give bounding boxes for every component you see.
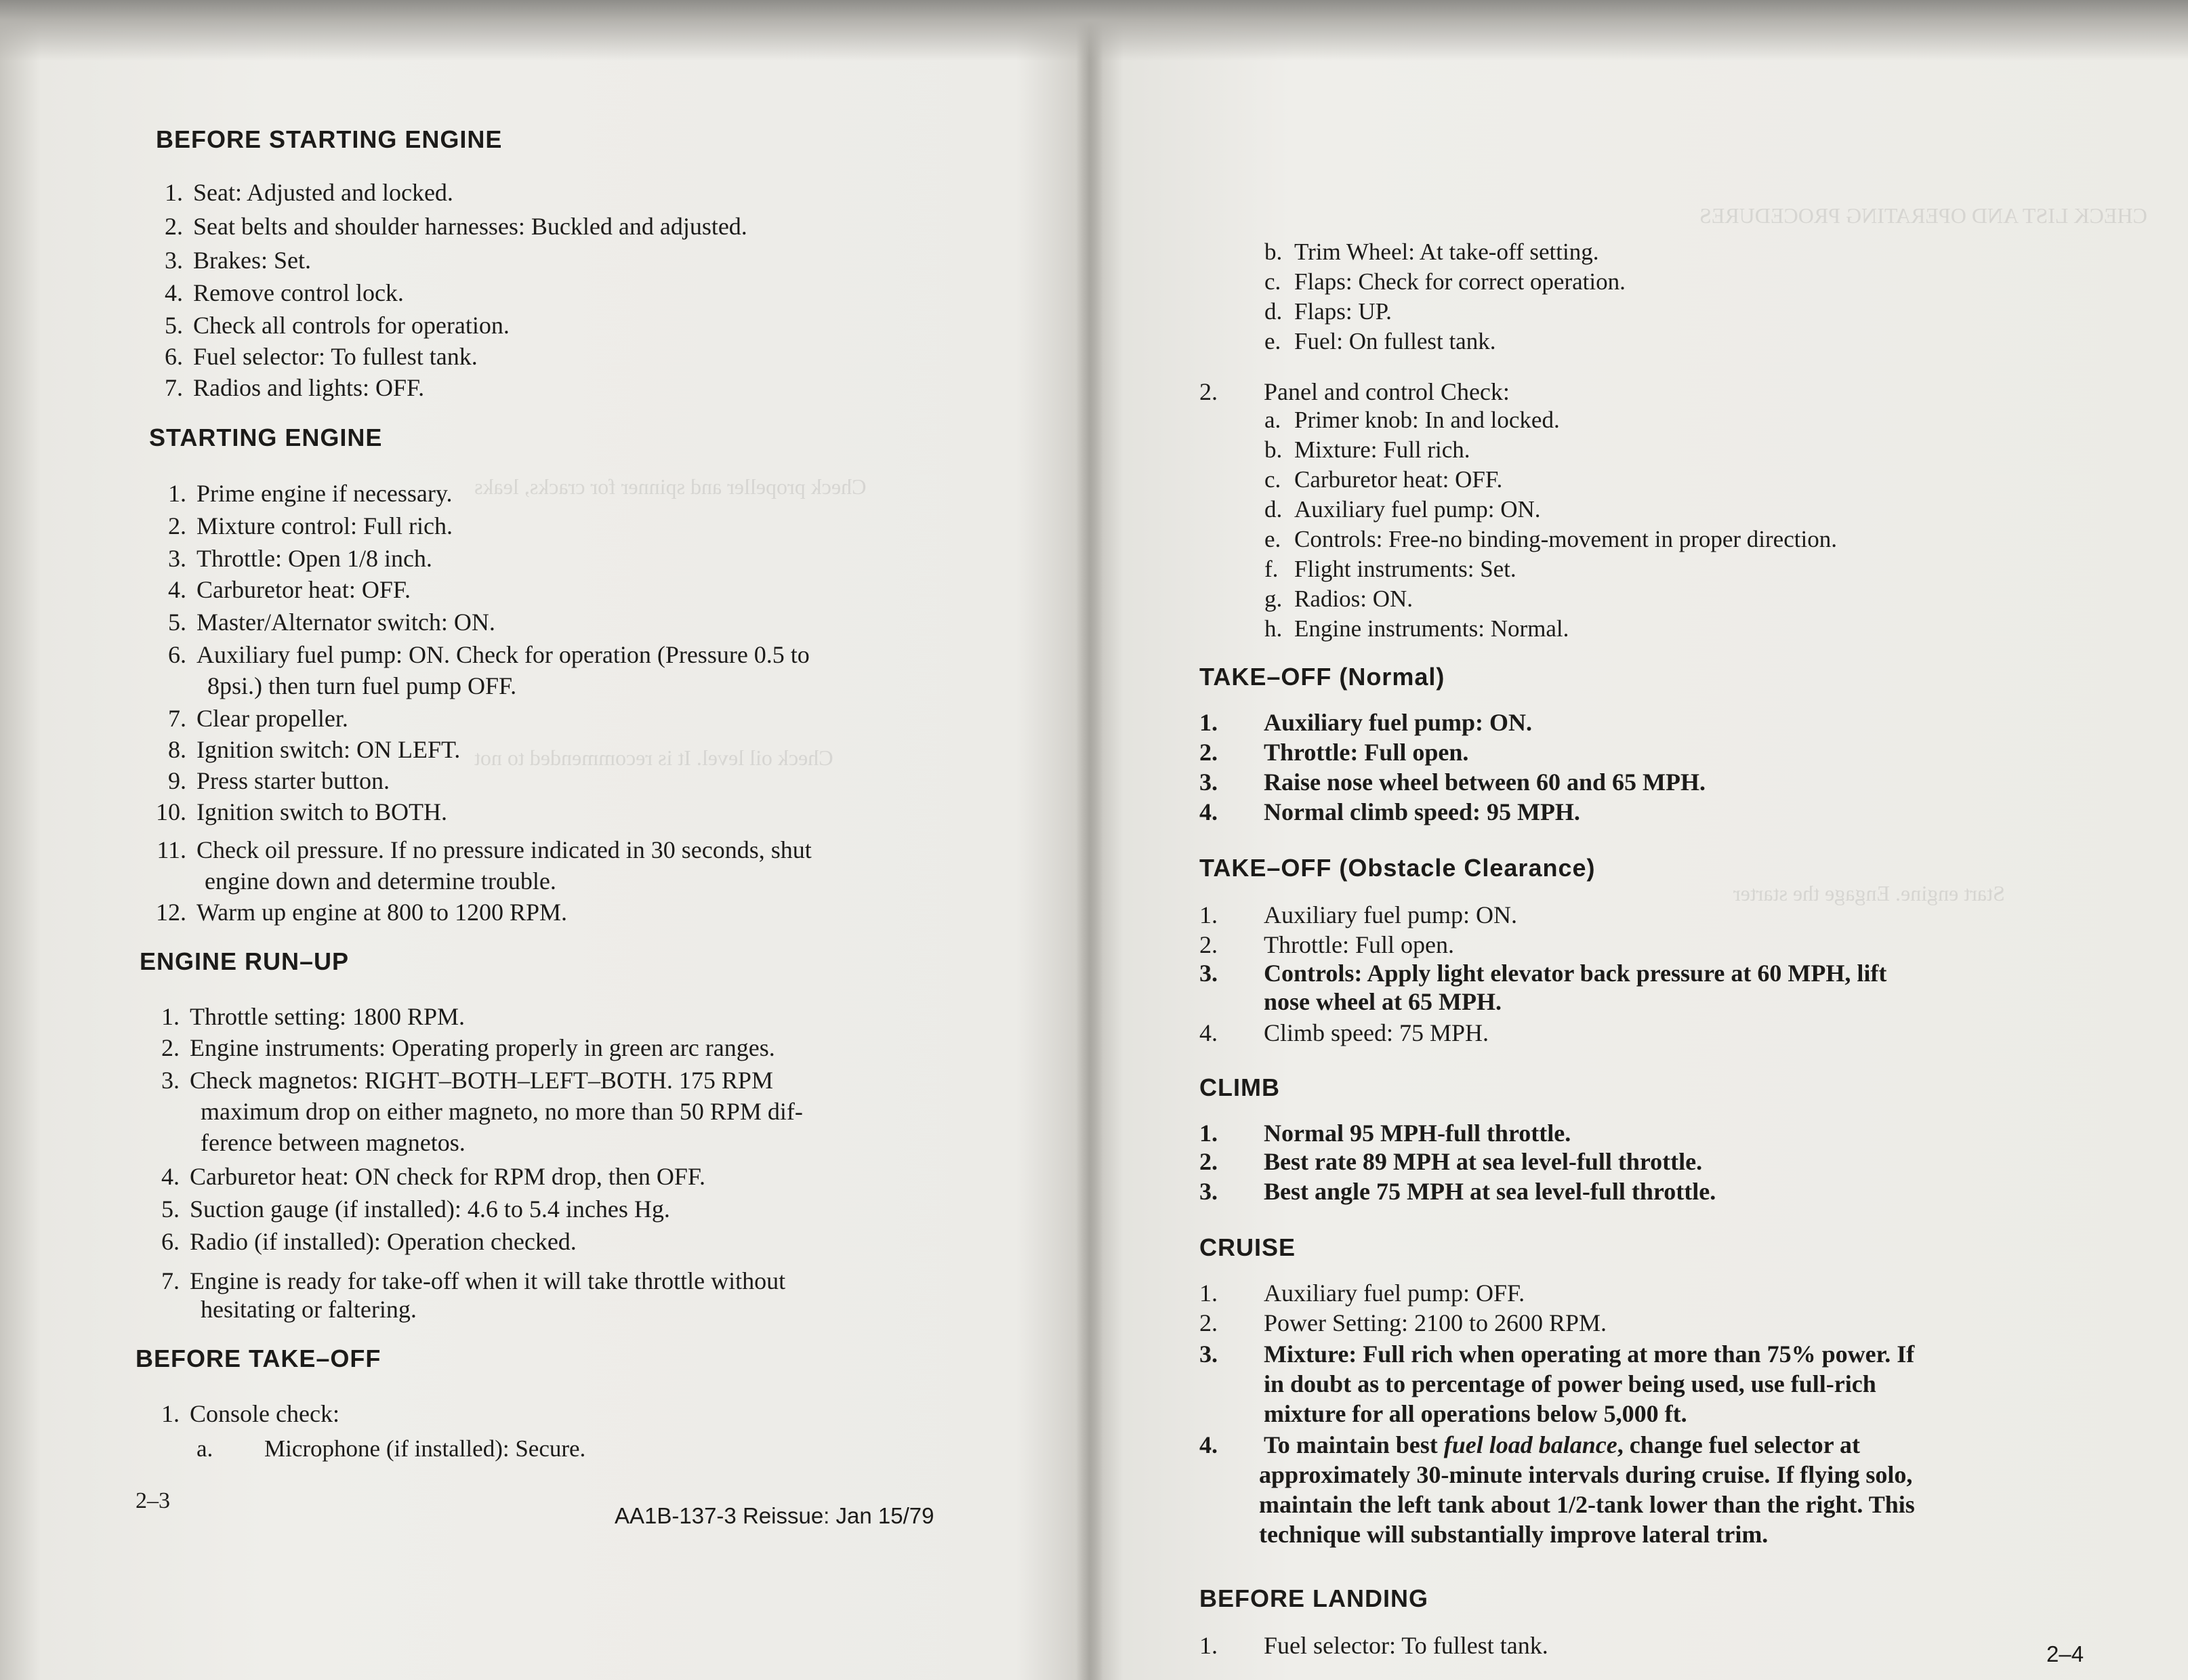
heading-before-take-off: BEFORE TAKE–OFF — [136, 1345, 381, 1372]
list-item-continuation: nose wheel at 65 MPH. — [1264, 988, 1502, 1015]
heading-take-off-normal: TAKE–OFF (Normal) — [1199, 663, 1445, 691]
sub-item: a. Primer knob: In and locked. — [1264, 407, 1560, 433]
list-item-continuation: approximately 30-minute intervals during cruise. If flying solo, — [1259, 1461, 1913, 1488]
sub-item: g. Radios: ON. — [1264, 586, 1413, 612]
list-item-continuation: mixture for all operations below 5,000 ft. — [1264, 1400, 1687, 1427]
heading-engine-run-up: ENGINE RUN–UP — [140, 947, 350, 975]
scan-shadow — [0, 0, 2188, 61]
bleed-through-text: Check oil level. It is recommended to not — [474, 745, 833, 770]
sub-item: a. Microphone (if installed): Secure. — [197, 1435, 586, 1462]
sub-item: e. Fuel: On fullest tank. — [1264, 328, 1496, 354]
list-item-continuation: engine down and determine trouble. — [205, 867, 556, 895]
bleed-through-text: Check propeller and spinner for cracks, leaks — [474, 474, 867, 499]
bleed-through-text: CHECK LIST AND OPERATING PROCEDURES — [1699, 203, 2147, 228]
page-number: 2–3 — [136, 1488, 170, 1513]
page-number: 2–4 — [2046, 1641, 2084, 1666]
list-item-continuation: in doubt as to percentage of power being used, use full-rich — [1264, 1370, 1876, 1397]
sub-item: b. Trim Wheel: At take-off setting. — [1264, 239, 1599, 265]
list-item-continuation: hesitating or faltering. — [201, 1296, 417, 1323]
right-page: CHECK LIST AND OPERATING PROCEDURES Start engine. Engage the starter b. Trim Wheel: At take-off setting. c. Flaps: Check for correct operation. d. Flaps: UP. e. Fuel: On fullest tank. 2. Panel and control Check: a. Primer knob: In and locked. b. Mixture: Full rich. c. Carburetor heat: OFF. d. Auxiliary fuel pump: ON. e. Controls: Free-no binding-movement in proper direction. f. Flight instruments: Set. g. Radios: ON. h. Engine instruments: Normal. TAKE–OFF (Normal) 1. Auxiliary fuel pump: ON. 2. Throttle: Full open. 3. Raise nose wheel between 60 and 65 MPH. 4. Normal climb speed: 95 MPH. TAKE–OFF (Obstacle Clearance) 1. Auxiliary fuel pump: ON. 2. Throttle: Full open. 3. Controls: Apply light elevator back pressure at 60 MPH, lift nose wheel at 65 MPH. 4. Climb speed: 75 MPH. CLIMB 1. Normal 95 MPH-full throttle. 2. Best rate 89 MPH at sea level-full throttle. 3. Best angle 75 MPH at sea level-full throttle. CRUISE 1. Auxiliary fuel pump: OFF. 2. Power Setting: 2100 to 2600 RPM. 3. Mixture: Full rich when operating at more than 75% power. If in doubt as to percentage of power being used, use full-rich mixture for all operations below 5,000 ft. 4. To maintain best fuel load balance, change fuel selector at approximately 30-minute intervals during cruise. If flying solo, maintain the left tank about 1/2-tank lower than the right. This technique will substantially improve lateral trim. BEFORE LANDING 1. Fuel selector: To fullest tank. 2–4 — [1090, 0, 2188, 1680]
sub-item: h. Engine instruments: Normal. — [1264, 615, 1569, 642]
heading-climb: CLIMB — [1199, 1073, 1280, 1101]
heading-before-landing: BEFORE LANDING — [1199, 1584, 1428, 1612]
sub-item: c. Flaps: Check for correct operation. — [1264, 268, 1626, 295]
list-item-continuation: 8psi.) then turn fuel pump OFF. — [207, 672, 517, 699]
sub-item: b. Mixture: Full rich. — [1264, 436, 1470, 463]
heading-cruise: CRUISE — [1199, 1233, 1296, 1261]
heading-before-starting-engine: BEFORE STARTING ENGINE — [156, 125, 503, 153]
sub-item: c. Carburetor heat: OFF. — [1264, 466, 1503, 493]
bleed-through-text: Start engine. Engage the starter — [1733, 881, 2005, 905]
sub-item: e. Controls: Free-no binding-movement in proper direction. — [1264, 526, 1837, 552]
list-item-continuation: technique will substantially improve lateral trim. — [1259, 1521, 1769, 1548]
list-item-continuation: ference between magnetos. — [201, 1129, 466, 1156]
sub-item: f. Flight instruments: Set. — [1264, 556, 1516, 582]
heading-starting-engine: STARTING ENGINE — [149, 424, 383, 451]
list-item-continuation: maximum drop on either magneto, no more than 50 RPM dif- — [201, 1098, 803, 1125]
left-page: Check propeller and spinner for cracks, leaks Check oil level. It is recommended to not BEFORE STARTING ENGINE 1. Seat: Adjusted and locked. 2. Seat belts and shoulder harnesses: Buckled and adjusted. 3. Brakes: Set. 4. Remove control lock. 5. Check all controls for operation. 6. Fuel selector: To fullest tank. 7. Radios and lights: OFF. STARTING ENGINE 1. Prime engine if necessary. 2. Mixture control: Full rich. 3. Throttle: Open 1/8 inch. 4. Carburetor heat: OFF. 5. Master/Alternator switch: ON. 6. Auxiliary fuel pump: ON. Check for operation (Pressure 0.5 to 8psi.) then turn fuel pump OFF. 7. Clear propeller. 8. Ignition switch: ON LEFT. 9. Press starter button. 10. Ignition switch to BOTH. 11. Check oil pressure. If no pressure indicated in 30 seconds, shut engine down and determine trouble. 12. Warm up engine at 800 to 1200 RPM. ENGINE RUN–UP 1. Throttle setting: 1800 RPM. 2. Engine instruments: Operating properly in green arc ranges. 3. Check magnetos: RIGHT–BOTH–LEFT–BOTH. 175 RPM maximum drop on either magneto, no more than 50 RPM dif- ference between magnetos. 4. Carburetor heat: ON check for RPM drop, then OFF. 5. Suction gauge (if installed): 4.6 to 5.4 inches Hg. 6. Radio (if installed): Operation checked. 7. Engine is ready for take-off when it will take throttle without hesitating or faltering. BEFORE TAKE–OFF 1. Console check: a. Microphone (if installed): Secure. 2–3 AA1B-137-3 Reissue: Jan 15/79 — [0, 0, 1090, 1680]
heading-take-off-obstacle: TAKE–OFF (Obstacle Clearance) — [1199, 854, 1596, 882]
book-spine — [1076, 0, 1103, 1680]
sub-item: d. Auxiliary fuel pump: ON. — [1264, 496, 1541, 523]
list-item-continuation: maintain the left tank about 1/2-tank lower than the right. This — [1259, 1491, 1915, 1518]
sub-item: d. Flaps: UP. — [1264, 298, 1392, 325]
document-footer: AA1B-137-3 Reissue: Jan 15/79 — [615, 1503, 934, 1528]
